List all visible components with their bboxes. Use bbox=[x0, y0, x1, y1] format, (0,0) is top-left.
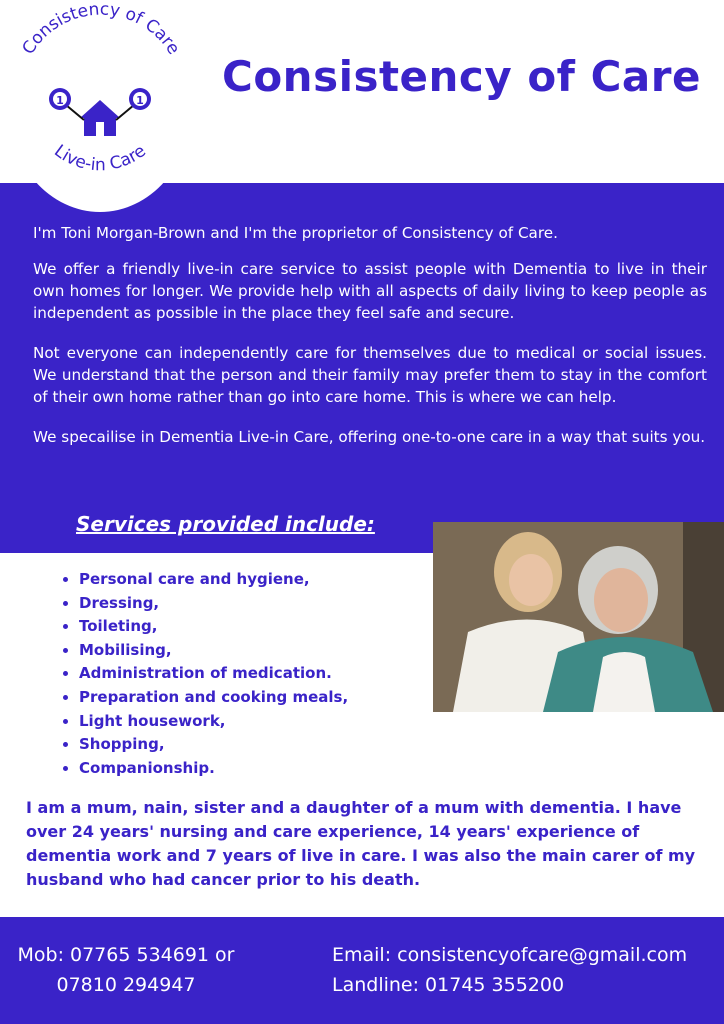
badge-left-icon bbox=[49, 88, 71, 110]
list-item: • Dressing, bbox=[79, 592, 348, 616]
logo-bottom-text: Live-in Care bbox=[50, 141, 150, 176]
mobile-line-1: Mob: 07765 534691 or bbox=[17, 944, 235, 966]
landline-line: Landline: 01745 355200 bbox=[332, 974, 565, 996]
list-item: • Administration of medication. bbox=[79, 662, 348, 686]
svg-text:Live-in Care bbox=[50, 141, 150, 175]
mobile-line-2: 07810 294947 bbox=[56, 974, 196, 996]
logo bbox=[0, 0, 200, 200]
badge-right-icon bbox=[129, 88, 151, 110]
contact-mobile bbox=[6, 940, 246, 1000]
list-item: • Preparation and cooking meals, bbox=[79, 686, 348, 710]
list-item: • Toileting, bbox=[79, 615, 348, 639]
house-icon bbox=[80, 100, 120, 136]
logo-top-text: Consistency of Care bbox=[18, 0, 184, 59]
carer-photo bbox=[433, 522, 724, 712]
intro-paragraph-2: We offer a friendly live-in care service to assist people with Dementia to live in their own homes for longer. We provide help with all aspects of daily living to keep people as independent as possible in the place they feel safe and secure. bbox=[33, 260, 707, 322]
services-heading: Services provided include: bbox=[76, 512, 375, 536]
services-list bbox=[59, 568, 348, 780]
list-item: • Companionship. bbox=[79, 757, 348, 781]
intro-paragraph-3: Not everyone can independently care for themselves due to medical or social issues. We understand that the person and their family may prefer them to stay in the comfort of their own home rather than go into care home. This is where we can help. bbox=[33, 344, 707, 406]
list-item: • Mobilising, bbox=[79, 639, 348, 663]
page-title: Consistency of Care bbox=[222, 52, 701, 101]
svg-text:1: 1 bbox=[56, 94, 64, 107]
intro-paragraph-4: We specailise in Dementia Live-in Care, offering one-to-one care in a way that suits you. bbox=[33, 428, 706, 446]
intro-paragraph-1: I'm Toni Morgan-Brown and I'm the proprietor of Consistency of Care. bbox=[33, 224, 558, 242]
svg-text:Consistency of Care bbox=[18, 0, 183, 58]
email-line: Email: consistencyofcare@gmail.com bbox=[332, 944, 688, 966]
intro-text bbox=[33, 222, 707, 466]
svg-text:1: 1 bbox=[136, 94, 144, 107]
about-text: I am a mum, nain, sister and a daughter of a mum with dementia. I have over 24 years' nursing and care experience, 14 years' experience of dementia work and 7 years of live in care. I was also the main carer of my husband who had cancer prior to his death. bbox=[26, 798, 696, 889]
list-item: • Shopping, bbox=[79, 733, 348, 757]
list-item: • Personal care and hygiene, bbox=[79, 568, 348, 592]
list-item: • Light housework, bbox=[79, 710, 348, 734]
contact-email-landline bbox=[332, 940, 722, 1000]
